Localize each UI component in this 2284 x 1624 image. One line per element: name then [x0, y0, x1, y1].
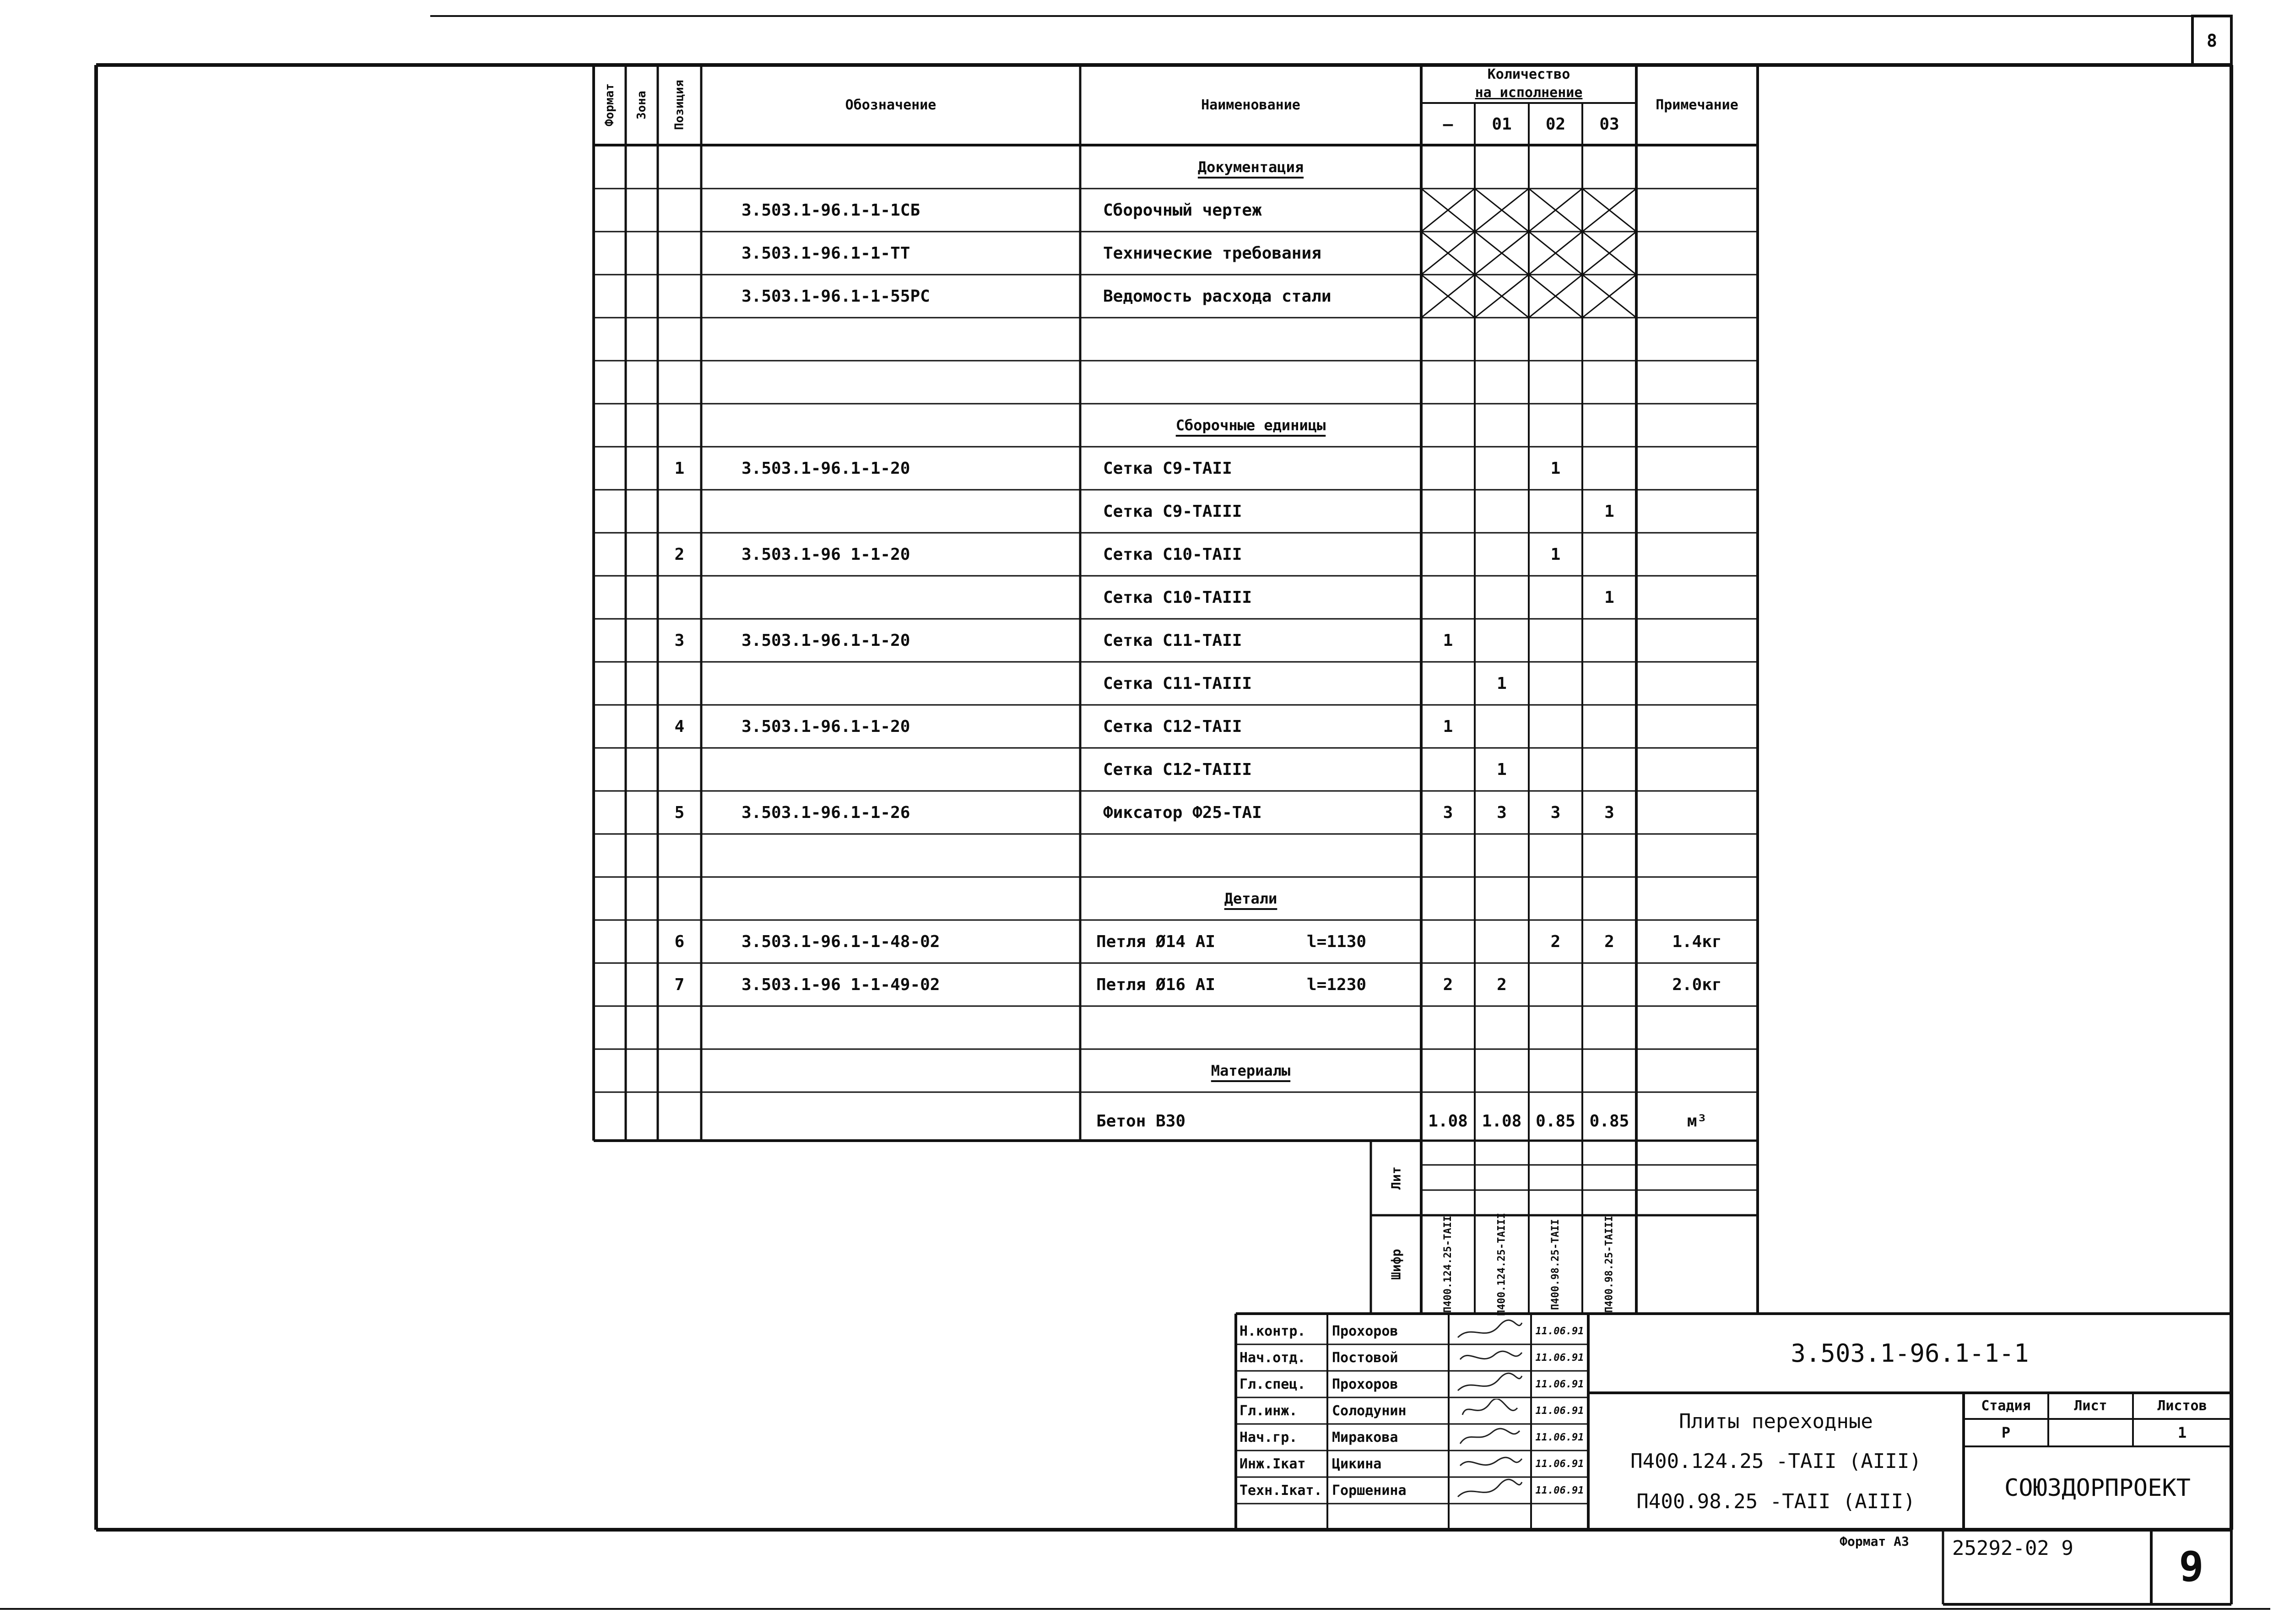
length-cell: l=1230	[1307, 975, 1367, 994]
qty-cell	[1475, 576, 1529, 619]
qty-cell	[1475, 447, 1529, 490]
signature-date: 11.06.91	[1535, 1432, 1584, 1443]
qty-cell	[1421, 533, 1475, 576]
qty-cell	[1582, 619, 1636, 662]
header-quantity-line1: Количество	[1487, 66, 1570, 82]
header-note: Примечание	[1656, 97, 1738, 113]
position-cell: 7	[674, 975, 685, 994]
format-label: Формат А3	[1840, 1533, 1909, 1549]
signature-scribble	[1453, 1346, 1526, 1370]
qty-cell: 1	[1550, 459, 1561, 478]
header-designation: Обозначение	[845, 97, 936, 113]
qty-cell	[1582, 533, 1636, 576]
name-cell: Сетка С12-ТАIII	[1103, 760, 1252, 779]
qty-cell	[1475, 619, 1529, 662]
name-cell: Сетка С11-ТАIII	[1103, 674, 1252, 693]
cipher-value: П400.124.25-ТАII	[1442, 1216, 1454, 1313]
signature-scribble	[1453, 1425, 1526, 1449]
signature-date: 11.06.91	[1535, 1352, 1584, 1364]
signature-date: 11.06.91	[1535, 1326, 1584, 1337]
qty-cell	[1582, 963, 1636, 1006]
note-cell: м³	[1687, 1111, 1707, 1131]
lit-label: Лит	[1388, 1166, 1404, 1190]
qty-cell	[1529, 619, 1582, 662]
organization-name: СОЮЗДОРПРОЕКТ	[2004, 1474, 2191, 1502]
designation-cell: 3.503.1-96.1-1-20	[741, 631, 910, 650]
signature-role: Нач.отд.	[1239, 1350, 1306, 1366]
signature-date: 11.06.91	[1535, 1485, 1584, 1496]
signature-name: Постовой	[1332, 1350, 1398, 1366]
name-cell: Петля Ø14 АI	[1096, 932, 1216, 951]
qty-cell	[1475, 533, 1529, 576]
qty-cell: 1	[1604, 502, 1614, 521]
cipher-label: Шифр	[1388, 1249, 1404, 1280]
qty-cell	[1475, 920, 1529, 963]
title-line1: Плиты переходные	[1679, 1409, 1873, 1433]
cipher-value: П400.98.25-ТАIII	[1603, 1216, 1615, 1313]
qty-cell: 2	[1550, 932, 1561, 951]
section-materials: Материалы	[1211, 1062, 1291, 1079]
qty-cell: 1.08	[1482, 1111, 1522, 1131]
name-cell: Сетка С10-ТАIII	[1103, 588, 1252, 607]
position-cell: 6	[674, 932, 685, 951]
signature-name: Солодунин	[1332, 1403, 1407, 1419]
signature-date: 11.06.91	[1535, 1458, 1584, 1470]
qty-cell: 3	[1497, 803, 1507, 822]
header-name: Наименование	[1201, 97, 1300, 113]
designation-cell: 3.503.1-96 1-1-20	[741, 545, 910, 564]
designation-cell: 3.503.1-96.1-1-20	[741, 717, 910, 736]
position-cell	[658, 662, 701, 705]
qty-cell: 1	[1443, 631, 1453, 650]
sheet-number-top: 8	[2207, 30, 2217, 51]
signature-scribble	[1453, 1319, 1526, 1343]
designation-cell	[741, 576, 1071, 619]
position-cell	[658, 748, 701, 791]
qty-cell: 1	[1497, 760, 1507, 779]
qty-cell	[1582, 748, 1636, 791]
title-line3: П400.98.25 -ТАII (АIII)	[1636, 1489, 1916, 1513]
signature-name: Прохоров	[1332, 1323, 1398, 1339]
signature-role: Нач.гр.	[1239, 1429, 1298, 1445]
signature-role: Гл.спец.	[1239, 1376, 1306, 1392]
signature-scribble	[1453, 1372, 1526, 1396]
signature-scribble	[1453, 1399, 1526, 1423]
designation-cell: 3.503.1-96.1-1-26	[741, 803, 910, 822]
doc-designation: 3.503.1-96.1-1-ТТ	[741, 244, 910, 263]
header-variant-01: 01	[1492, 114, 1512, 134]
qty-cell: 1.08	[1428, 1111, 1468, 1131]
name-cell: Сетка С10-ТАII	[1103, 545, 1242, 564]
qty-cell: 1	[1443, 717, 1453, 736]
signature-role: Инж.Iкат	[1239, 1456, 1306, 1472]
qty-cell	[1529, 963, 1582, 1006]
signature-role: Н.контр.	[1239, 1323, 1306, 1339]
qty-cell: 0.85	[1536, 1111, 1575, 1131]
name-cell: Сетка С11-ТАII	[1103, 631, 1242, 650]
designation-cell	[741, 662, 1071, 705]
header-position: Позиция	[672, 80, 687, 130]
qty-cell	[1475, 705, 1529, 748]
cipher-value: П400.124.25-ТАIII	[1496, 1213, 1508, 1316]
qty-cell	[1421, 662, 1475, 705]
qty-cell	[1475, 490, 1529, 533]
designation-cell	[741, 748, 1071, 791]
name-cell: Фиксатор Ф25-ТАI	[1103, 803, 1262, 822]
qty-cell: 1	[1497, 674, 1507, 693]
header-variant-base: —	[1443, 114, 1453, 134]
qty-cell	[1529, 748, 1582, 791]
length-cell: l=1130	[1307, 932, 1367, 951]
signature-role: Техн.Iкат.	[1239, 1483, 1322, 1499]
position-cell: 3	[674, 631, 685, 650]
qty-cell: 2	[1604, 932, 1614, 951]
qty-cell: 1	[1550, 545, 1561, 564]
qty-cell	[1421, 447, 1475, 490]
note-cell: 2.0кг	[1672, 975, 1722, 994]
signature-name: Цикина	[1332, 1456, 1382, 1472]
qty-cell: 0.85	[1589, 1111, 1629, 1131]
qty-cell: 3	[1550, 803, 1561, 822]
doc-designation: 3.503.1-96.1-1-55РС	[741, 287, 930, 306]
header-zone: Зона	[635, 91, 649, 119]
doc-name: Ведомость расхода стали	[1103, 287, 1331, 306]
header-variant-02: 02	[1545, 114, 1566, 134]
archive-number: 25292-02 9	[1952, 1536, 2073, 1560]
position-cell	[658, 576, 701, 619]
designation-cell: 3.503.1-96 1-1-49-02	[741, 975, 940, 994]
qty-cell	[1421, 490, 1475, 533]
note-cell: 1.4кг	[1672, 932, 1722, 951]
sheet-number-bottom: 9	[2179, 1543, 2204, 1591]
name-cell: Бетон В30	[1096, 1111, 1186, 1131]
position-cell: 2	[674, 545, 685, 564]
signature-scribble	[1453, 1478, 1526, 1502]
designation-cell	[741, 490, 1071, 533]
qty-cell: 2	[1497, 975, 1507, 994]
doc-name: Сборочный чертеж	[1103, 200, 1262, 220]
cipher-value: П400.98.25-ТАII	[1550, 1219, 1561, 1310]
designation-cell: 3.503.1-96.1-1-48-02	[741, 932, 940, 951]
position-cell: 5	[674, 803, 685, 822]
signature-date: 11.06.91	[1535, 1405, 1584, 1417]
header-quantity-line2: на исполнение	[1475, 85, 1583, 101]
designation-cell: 3.503.1-96.1-1-20	[741, 459, 910, 478]
qty-cell	[1421, 748, 1475, 791]
section-details: Детали	[1224, 890, 1277, 907]
position-cell	[658, 490, 701, 533]
sheets-value: 1	[2177, 1424, 2187, 1441]
qty-cell	[1529, 490, 1582, 533]
signature-name: Горшенина	[1332, 1483, 1407, 1499]
qty-cell	[1529, 576, 1582, 619]
doc-designation: 3.503.1-96.1-1-1СБ	[741, 200, 920, 220]
qty-cell	[1582, 662, 1636, 705]
qty-cell	[1582, 705, 1636, 748]
signature-name: Прохоров	[1332, 1376, 1398, 1392]
qty-cell: 1	[1604, 588, 1614, 607]
name-cell: Сетка С9-ТАII	[1103, 459, 1232, 478]
sheet-value	[2048, 1419, 2133, 1446]
qty-cell	[1582, 447, 1636, 490]
header-variant-03: 03	[1599, 114, 1619, 134]
position-cell: 4	[674, 717, 685, 736]
qty-cell	[1421, 576, 1475, 619]
sheets-label: Листов	[2157, 1398, 2207, 1414]
doc-name: Технические требования	[1103, 244, 1321, 263]
header-format: Формат	[603, 83, 617, 127]
qty-cell	[1529, 662, 1582, 705]
stage-label: Стадия	[1981, 1398, 2031, 1414]
signature-date: 11.06.91	[1535, 1379, 1584, 1390]
section-documentation: Документация	[1197, 158, 1304, 176]
position-cell: 1	[674, 459, 685, 478]
stage-value: Р	[2001, 1424, 2011, 1441]
qty-cell	[1529, 705, 1582, 748]
document-code: 3.503.1-96.1-1-1	[1791, 1339, 2029, 1368]
title-line2: П400.124.25 -ТАII (АIII)	[1630, 1450, 1921, 1473]
section-assembly-units: Сборочные единицы	[1175, 417, 1326, 434]
qty-cell: 3	[1443, 803, 1453, 822]
signature-role: Гл.инж.	[1239, 1403, 1298, 1419]
qty-cell	[1421, 920, 1475, 963]
signature-name: Миракова	[1332, 1429, 1398, 1445]
qty-cell: 3	[1604, 803, 1614, 822]
signature-scribble	[1453, 1452, 1526, 1476]
qty-cell: 2	[1443, 975, 1453, 994]
name-cell: Сетка С9-ТАIII	[1103, 502, 1242, 521]
sheet-label: Лист	[2074, 1398, 2107, 1414]
name-cell: Петля Ø16 АI	[1096, 975, 1216, 994]
name-cell: Сетка С12-ТАII	[1103, 717, 1242, 736]
